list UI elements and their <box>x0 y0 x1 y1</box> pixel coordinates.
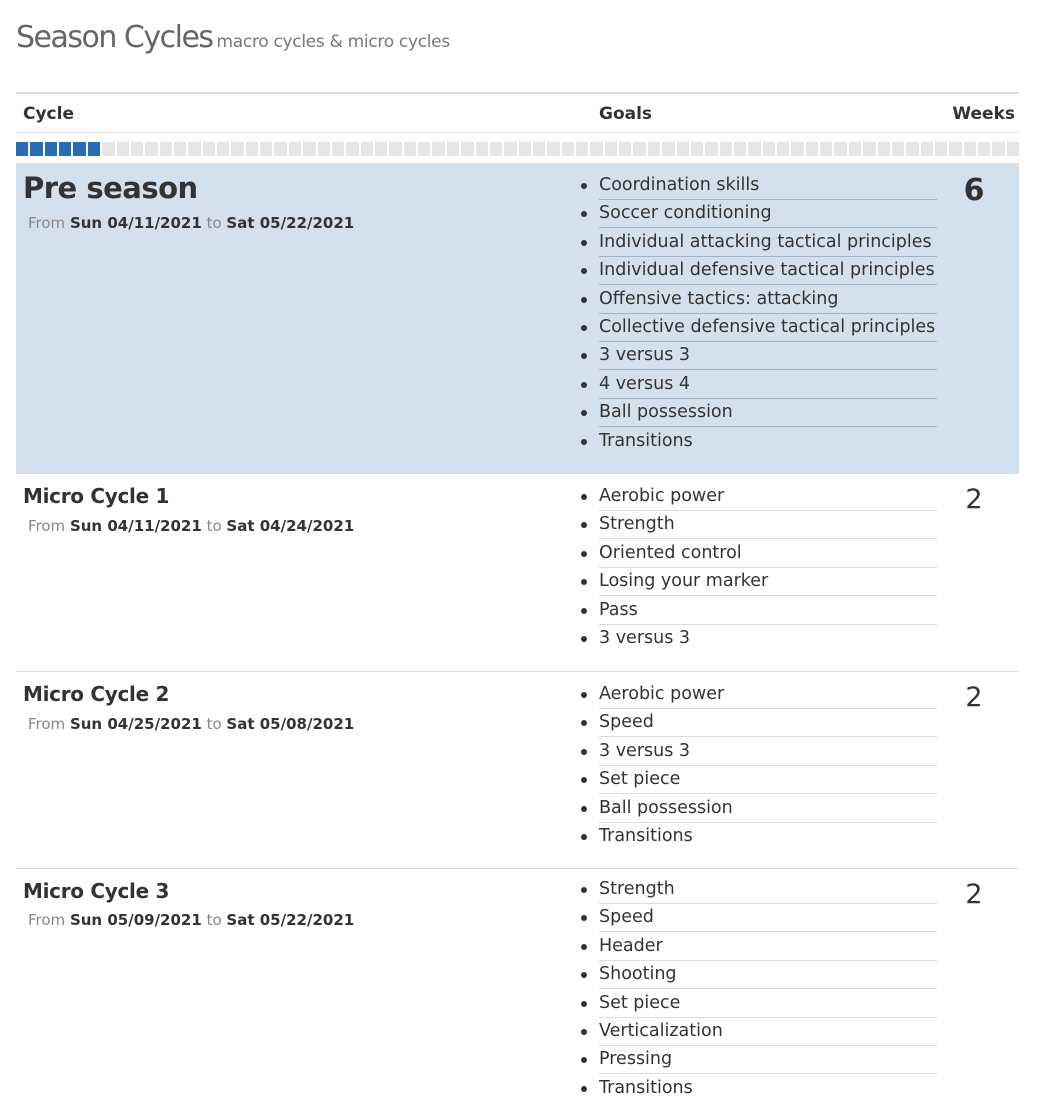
goal-item <box>580 172 937 200</box>
progress-segment <box>289 142 301 156</box>
end-date: Sat 05/22/2021 <box>226 911 355 929</box>
progress-segment <box>490 142 502 156</box>
progress-segment <box>274 142 286 156</box>
cycle-dates <box>28 911 354 929</box>
progress-segment <box>461 142 473 156</box>
goal-text: Pressing <box>599 1046 937 1074</box>
progress-segment <box>188 142 200 156</box>
progress-segment <box>447 142 459 156</box>
progress-segment <box>117 142 129 156</box>
goal-text: Individual attacking tactical principles <box>599 229 937 257</box>
goal-item <box>580 990 937 1018</box>
page-heading <box>16 20 450 55</box>
cycle-name[interactable]: Micro Cycle 3 <box>23 879 170 903</box>
progress-segment <box>705 142 717 156</box>
cycle-row-pre-season[interactable] <box>16 163 1019 474</box>
progress-segment <box>605 142 617 156</box>
goal-item <box>580 511 937 539</box>
page-title: Season Cycles <box>16 20 213 55</box>
progress-segment <box>720 142 732 156</box>
progress-segment-filled <box>45 142 57 156</box>
to-label: to <box>206 911 222 929</box>
goal-text: 3 versus 3 <box>599 342 937 370</box>
progress-segment <box>978 142 990 156</box>
progress-segment <box>576 142 588 156</box>
progress-segment-filled <box>73 142 85 156</box>
goal-item <box>580 229 937 257</box>
goal-item <box>580 1018 937 1046</box>
cycle-row-micro-3[interactable] <box>16 869 1019 1119</box>
progress-segment <box>404 142 416 156</box>
progress-segment <box>590 142 602 156</box>
goals-list <box>580 172 937 456</box>
goal-text: Set piece <box>599 990 937 1018</box>
start-date: Sun 05/09/2021 <box>69 911 202 929</box>
end-date: Sat 05/08/2021 <box>226 715 355 733</box>
progress-segment <box>648 142 660 156</box>
progress-segment <box>102 142 114 156</box>
progress-segment <box>361 142 373 156</box>
goal-item <box>580 342 937 370</box>
progress-segment <box>906 142 918 156</box>
goal-item <box>580 200 937 228</box>
cycle-dates <box>28 517 354 535</box>
goal-text: Speed <box>599 904 937 932</box>
progress-segment <box>131 142 143 156</box>
cycle-row-micro-2[interactable] <box>16 672 1019 869</box>
progress-segment <box>346 142 358 156</box>
progress-segment <box>878 142 890 156</box>
goal-text: Transitions <box>599 825 693 846</box>
progress-segment <box>519 142 531 156</box>
goal-item <box>580 681 937 709</box>
progress-segment <box>303 142 315 156</box>
progress-segment <box>834 142 846 156</box>
table-header <box>16 92 1019 133</box>
header-weeks[interactable]: Weeks <box>952 104 1015 124</box>
goal-item <box>580 257 937 285</box>
from-label: From <box>28 517 66 535</box>
goal-text: Transitions <box>599 430 693 451</box>
goal-text: Collective defensive tactical principles <box>599 314 937 342</box>
goal-text: Soccer conditioning <box>599 200 937 228</box>
goal-item <box>580 876 937 904</box>
season-progress-bar <box>16 142 1019 156</box>
progress-segment-filled <box>88 142 100 156</box>
progress-segment <box>921 142 933 156</box>
header-goals[interactable]: Goals <box>599 104 653 124</box>
progress-segment <box>389 142 401 156</box>
goal-text: 3 versus 3 <box>599 738 937 766</box>
progress-segment <box>863 142 875 156</box>
progress-segment-filled <box>30 142 42 156</box>
goal-text: Strength <box>599 511 937 539</box>
goal-text: Verticalization <box>599 1018 937 1046</box>
goal-item <box>580 961 937 989</box>
progress-segment <box>748 142 760 156</box>
cycle-row-micro-1[interactable] <box>16 474 1019 672</box>
goal-item <box>580 399 937 427</box>
progress-segment <box>992 142 1004 156</box>
goal-item <box>580 597 937 625</box>
progress-segment <box>691 142 703 156</box>
goal-text: Coordination skills <box>599 172 937 200</box>
goal-text: Transitions <box>599 1077 693 1098</box>
goal-item <box>580 286 937 314</box>
progress-segment <box>145 142 157 156</box>
goal-text: Individual defensive tactical principles <box>599 257 937 285</box>
progress-segment <box>677 142 689 156</box>
to-label: to <box>206 517 222 535</box>
goal-text: Speed <box>599 709 937 737</box>
end-date: Sat 04/24/2021 <box>226 517 355 535</box>
goal-item <box>580 823 937 851</box>
cycle-name[interactable]: Pre season <box>23 171 198 205</box>
progress-segment <box>217 142 229 156</box>
progress-segment <box>791 142 803 156</box>
start-date: Sun 04/11/2021 <box>69 517 202 535</box>
goal-text: Offensive tactics: attacking <box>599 286 937 314</box>
goal-text: Losing your marker <box>599 568 937 596</box>
progress-segment <box>734 142 746 156</box>
goal-text: Strength <box>599 876 937 904</box>
goal-text: Set piece <box>599 766 937 794</box>
goal-item <box>580 795 937 823</box>
cycle-dates <box>28 214 354 232</box>
cycle-dates <box>28 715 354 733</box>
progress-segment <box>332 142 344 156</box>
end-date: Sat 05/22/2021 <box>226 214 355 232</box>
goal-item <box>580 568 937 596</box>
goal-item <box>580 483 937 511</box>
weeks-count: 6 <box>963 173 985 208</box>
goal-item <box>580 933 937 961</box>
header-cycle[interactable]: Cycle <box>23 104 74 124</box>
progress-segment <box>619 142 631 156</box>
progress-segment <box>318 142 330 156</box>
goal-text: 4 versus 4 <box>599 371 937 399</box>
progress-segment <box>633 142 645 156</box>
progress-segment <box>160 142 172 156</box>
goal-text: Aerobic power <box>599 681 937 709</box>
weeks-count: 2 <box>965 682 983 713</box>
goals-list <box>580 681 937 851</box>
progress-segment <box>964 142 976 156</box>
progress-segment <box>231 142 243 156</box>
goal-item <box>580 709 937 737</box>
progress-segment <box>246 142 258 156</box>
goal-item <box>580 540 937 568</box>
goal-text: Aerobic power <box>599 483 937 511</box>
page-subtitle: macro cycles & micro cycles <box>216 32 450 52</box>
progress-segment <box>849 142 861 156</box>
progress-segment <box>763 142 775 156</box>
to-label: to <box>206 715 222 733</box>
from-label: From <box>28 715 66 733</box>
progress-segment <box>662 142 674 156</box>
cycle-name[interactable]: Micro Cycle 2 <box>23 682 170 706</box>
progress-segment <box>1007 142 1019 156</box>
progress-segment <box>820 142 832 156</box>
progress-segment-filled <box>59 142 71 156</box>
goal-text: Ball possession <box>599 399 937 427</box>
start-date: Sun 04/11/2021 <box>69 214 202 232</box>
progress-segment <box>375 142 387 156</box>
progress-segment <box>777 142 789 156</box>
weeks-count: 2 <box>965 879 983 910</box>
goal-item <box>580 371 937 399</box>
cycle-name[interactable]: Micro Cycle 1 <box>23 484 170 508</box>
weeks-count: 2 <box>965 484 983 515</box>
progress-segment <box>418 142 430 156</box>
progress-segment <box>476 142 488 156</box>
from-label: From <box>28 214 66 232</box>
progress-segment <box>892 142 904 156</box>
goal-item <box>580 428 937 456</box>
goal-text: 3 versus 3 <box>599 627 691 648</box>
progress-segment <box>806 142 818 156</box>
progress-segment <box>504 142 516 156</box>
goal-item <box>580 738 937 766</box>
goal-item <box>580 904 937 932</box>
progress-segment <box>533 142 545 156</box>
goals-list <box>580 876 937 1103</box>
progress-segment <box>562 142 574 156</box>
progress-segment <box>949 142 961 156</box>
progress-segment <box>432 142 444 156</box>
from-label: From <box>28 911 66 929</box>
start-date: Sun 04/25/2021 <box>69 715 202 733</box>
goal-text: Shooting <box>599 961 937 989</box>
progress-segment-filled <box>16 142 28 156</box>
goal-text: Header <box>599 933 937 961</box>
goals-list <box>580 483 937 653</box>
progress-segment <box>203 142 215 156</box>
progress-segment <box>260 142 272 156</box>
goal-text: Pass <box>599 597 937 625</box>
goal-item <box>580 766 937 794</box>
goal-item <box>580 1075 937 1103</box>
to-label: to <box>206 214 222 232</box>
goal-item <box>580 625 937 653</box>
goal-item <box>580 314 937 342</box>
progress-segment <box>174 142 186 156</box>
goal-text: Oriented control <box>599 540 937 568</box>
goal-text: Ball possession <box>599 795 937 823</box>
progress-segment <box>547 142 559 156</box>
progress-segment <box>935 142 947 156</box>
goal-item <box>580 1046 937 1074</box>
